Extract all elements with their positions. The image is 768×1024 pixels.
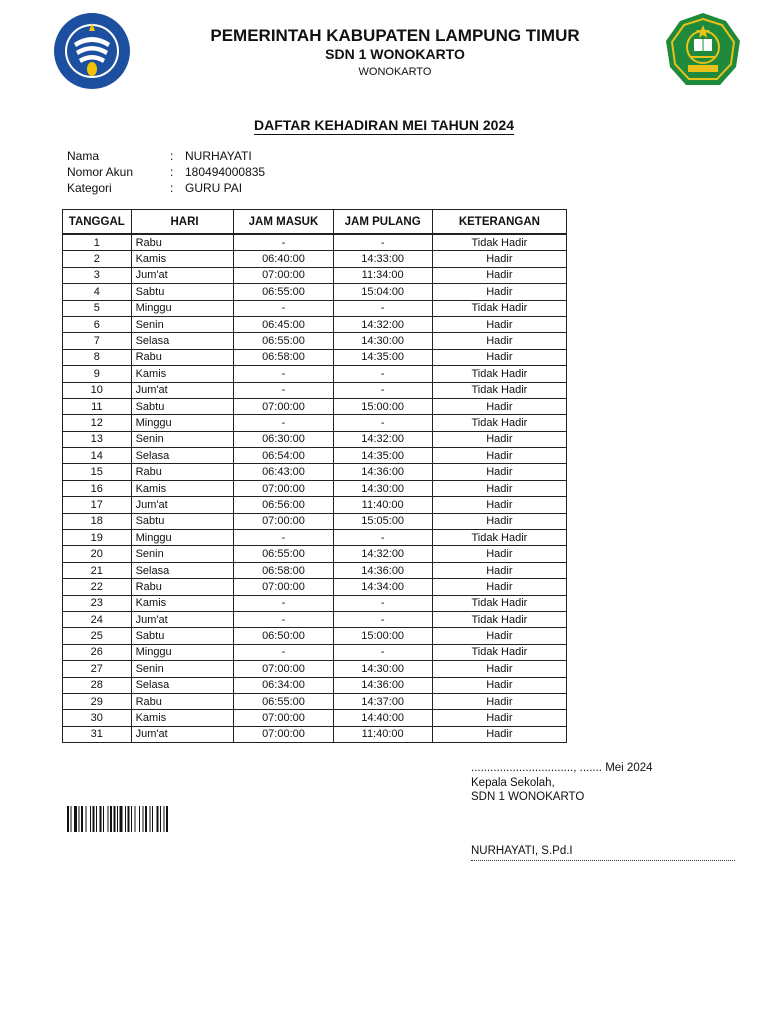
name-colon: : xyxy=(170,149,174,163)
table-row xyxy=(63,611,567,627)
cell-hari: Jum'at xyxy=(131,726,234,742)
attendance-table xyxy=(62,209,567,743)
table-row xyxy=(63,316,567,332)
cell-jam-masuk: 07:00:00 xyxy=(234,726,333,742)
cell-jam-pulang: 14:32:00 xyxy=(333,546,432,562)
cell-jam-masuk: 06:56:00 xyxy=(234,497,333,513)
cell-hari: Sabtu xyxy=(131,398,234,414)
cell-keterangan: Hadir xyxy=(432,693,566,709)
category-colon: : xyxy=(170,181,174,195)
cell-jam-masuk: 06:34:00 xyxy=(234,677,333,693)
barcode-bar xyxy=(164,806,165,832)
cell-jam-pulang: 14:40:00 xyxy=(333,710,432,726)
barcode-bar xyxy=(86,806,87,832)
table-row xyxy=(63,546,567,562)
barcode-bar xyxy=(67,806,69,832)
barcode-bar xyxy=(90,806,91,832)
cell-hari: Minggu xyxy=(131,415,234,431)
cell-jam-masuk: - xyxy=(234,415,333,431)
cell-jam-pulang: 14:32:00 xyxy=(333,431,432,447)
cell-tanggal: 4 xyxy=(63,284,132,300)
cell-jam-pulang: 14:30:00 xyxy=(333,333,432,349)
barcode-bar xyxy=(117,806,118,832)
cell-jam-pulang: - xyxy=(333,530,432,546)
cell-tanggal: 23 xyxy=(63,595,132,611)
barcode-bar xyxy=(103,806,104,832)
info-row-category xyxy=(67,180,467,196)
table-row xyxy=(63,415,567,431)
table-row xyxy=(63,513,567,529)
cell-jam-pulang: 11:40:00 xyxy=(333,497,432,513)
cell-tanggal: 27 xyxy=(63,661,132,677)
government-title: PEMERINTAH KABUPATEN LAMPUNG TIMUR xyxy=(210,26,580,45)
cell-tanggal: 5 xyxy=(63,300,132,316)
table-row xyxy=(63,349,567,365)
barcode-bar xyxy=(93,806,95,832)
barcode-bar xyxy=(139,806,140,832)
cell-jam-masuk: 06:45:00 xyxy=(234,316,333,332)
cell-hari: Selasa xyxy=(131,333,234,349)
cell-tanggal: 15 xyxy=(63,464,132,480)
table-row xyxy=(63,382,567,398)
barcode-bar xyxy=(157,806,159,832)
cell-jam-masuk: 06:58:00 xyxy=(234,349,333,365)
cell-hari: Kamis xyxy=(131,480,234,496)
barcode-bar xyxy=(160,806,161,832)
cell-tanggal: 24 xyxy=(63,611,132,627)
cell-tanggal: 2 xyxy=(63,251,132,267)
cell-jam-pulang: - xyxy=(333,595,432,611)
cell-hari: Jum'at xyxy=(131,611,234,627)
cell-keterangan: Hadir xyxy=(432,480,566,496)
table-row xyxy=(63,644,567,660)
cell-jam-pulang: 14:35:00 xyxy=(333,448,432,464)
cell-hari: Sabtu xyxy=(131,513,234,529)
cell-jam-masuk: 07:00:00 xyxy=(234,513,333,529)
table-row xyxy=(63,480,567,496)
barcode-bar xyxy=(125,806,126,832)
header-jam-masuk: JAM MASUK xyxy=(234,210,333,235)
cell-jam-pulang: - xyxy=(333,234,432,251)
cell-hari: Senin xyxy=(131,316,234,332)
cell-jam-masuk: 06:40:00 xyxy=(234,251,333,267)
barcode-bar xyxy=(100,806,102,832)
cell-hari: Rabu xyxy=(131,693,234,709)
cell-jam-masuk: 06:55:00 xyxy=(234,546,333,562)
cell-hari: Sabtu xyxy=(131,628,234,644)
document-title-text: DAFTAR KEHADIRAN MEI TAHUN 2024 xyxy=(253,117,515,133)
cell-hari: Kamis xyxy=(131,710,234,726)
table-row xyxy=(63,448,567,464)
cell-jam-masuk: 06:54:00 xyxy=(234,448,333,464)
cell-hari: Jum'at xyxy=(131,267,234,283)
barcode-bar xyxy=(81,806,83,832)
table-row xyxy=(63,431,567,447)
cell-tanggal: 6 xyxy=(63,316,132,332)
header-hari: HARI xyxy=(131,210,234,235)
cell-tanggal: 1 xyxy=(63,234,132,251)
table-row xyxy=(63,267,567,283)
cell-keterangan: Hadir xyxy=(432,349,566,365)
cell-jam-pulang: 14:32:00 xyxy=(333,316,432,332)
cell-tanggal: 31 xyxy=(63,726,132,742)
cell-tanggal: 14 xyxy=(63,448,132,464)
cell-hari: Selasa xyxy=(131,562,234,578)
table-row xyxy=(63,333,567,349)
barcode-bar xyxy=(143,806,144,832)
table-row xyxy=(63,251,567,267)
table-row xyxy=(63,497,567,513)
cell-jam-masuk: 07:00:00 xyxy=(234,661,333,677)
cell-keterangan: Tidak Hadir xyxy=(432,611,566,627)
table-row xyxy=(63,234,567,251)
cell-keterangan: Hadir xyxy=(432,710,566,726)
cell-tanggal: 3 xyxy=(63,267,132,283)
cell-jam-pulang: 14:30:00 xyxy=(333,480,432,496)
table-row xyxy=(63,595,567,611)
cell-keterangan: Hadir xyxy=(432,267,566,283)
cell-jam-masuk: - xyxy=(234,530,333,546)
table-row xyxy=(63,284,567,300)
cell-jam-masuk: - xyxy=(234,382,333,398)
barcode-bar xyxy=(166,806,168,832)
cell-jam-pulang: 15:00:00 xyxy=(333,398,432,414)
cell-hari: Senin xyxy=(131,546,234,562)
cell-hari: Rabu xyxy=(131,349,234,365)
cell-jam-masuk: 06:55:00 xyxy=(234,333,333,349)
barcode-bar xyxy=(152,806,153,832)
cell-jam-pulang: 15:05:00 xyxy=(333,513,432,529)
table-row xyxy=(63,464,567,480)
account-value: 180494000835 xyxy=(185,165,266,179)
info-row-account xyxy=(67,164,467,180)
cell-jam-pulang: 14:37:00 xyxy=(333,693,432,709)
cell-hari: Rabu xyxy=(131,234,234,251)
signature-school: SDN 1 WONOKARTO xyxy=(471,791,585,803)
cell-tanggal: 21 xyxy=(63,562,132,578)
cell-hari: Rabu xyxy=(131,464,234,480)
cell-jam-pulang: 14:35:00 xyxy=(333,349,432,365)
barcode-bar xyxy=(96,806,97,832)
cell-tanggal: 30 xyxy=(63,710,132,726)
cell-jam-masuk: - xyxy=(234,644,333,660)
cell-keterangan: Hadir xyxy=(432,431,566,447)
cell-keterangan: Hadir xyxy=(432,464,566,480)
cell-keterangan: Tidak Hadir xyxy=(432,644,566,660)
cell-jam-masuk: - xyxy=(234,366,333,382)
cell-jam-pulang: 14:36:00 xyxy=(333,464,432,480)
cell-tanggal: 17 xyxy=(63,497,132,513)
cell-keterangan: Hadir xyxy=(432,677,566,693)
cell-tanggal: 25 xyxy=(63,628,132,644)
tut-wuri-handayani-logo-icon xyxy=(52,11,132,91)
table-row xyxy=(63,562,567,578)
cell-tanggal: 10 xyxy=(63,382,132,398)
cell-tanggal: 8 xyxy=(63,349,132,365)
header-tanggal: TANGGAL xyxy=(63,210,132,235)
cell-keterangan: Hadir xyxy=(432,316,566,332)
cell-keterangan: Hadir xyxy=(432,497,566,513)
cell-jam-pulang: - xyxy=(333,415,432,431)
info-row-name xyxy=(67,148,467,164)
table-row xyxy=(63,398,567,414)
table-row xyxy=(63,693,567,709)
signature-date: ................................, ....... Mei 2024 xyxy=(471,762,653,774)
signature-line xyxy=(471,860,735,861)
cell-jam-pulang: 14:34:00 xyxy=(333,579,432,595)
cell-hari: Sabtu xyxy=(131,284,234,300)
cell-jam-masuk: 07:00:00 xyxy=(234,579,333,595)
cell-jam-pulang: 14:33:00 xyxy=(333,251,432,267)
cell-jam-pulang: 11:40:00 xyxy=(333,726,432,742)
cell-hari: Selasa xyxy=(131,677,234,693)
cell-keterangan: Tidak Hadir xyxy=(432,530,566,546)
cell-keterangan: Tidak Hadir xyxy=(432,595,566,611)
table-row xyxy=(63,530,567,546)
barcode-bar xyxy=(108,806,109,832)
table-row xyxy=(63,628,567,644)
cell-hari: Kamis xyxy=(131,366,234,382)
name-label: Nama xyxy=(67,149,100,163)
cell-jam-pulang: 14:36:00 xyxy=(333,562,432,578)
signature-role: Kepala Sekolah, xyxy=(471,777,555,789)
cell-jam-masuk: 06:30:00 xyxy=(234,431,333,447)
barcode-bar xyxy=(79,806,80,832)
cell-hari: Senin xyxy=(131,661,234,677)
barcode-bar xyxy=(120,806,123,832)
cell-tanggal: 9 xyxy=(63,366,132,382)
cell-keterangan: Hadir xyxy=(432,513,566,529)
cell-jam-pulang: 11:34:00 xyxy=(333,267,432,283)
cell-jam-masuk: - xyxy=(234,595,333,611)
barcode-bar xyxy=(135,806,136,832)
cell-tanggal: 19 xyxy=(63,530,132,546)
cell-tanggal: 12 xyxy=(63,415,132,431)
cell-tanggal: 11 xyxy=(63,398,132,414)
cell-keterangan: Hadir xyxy=(432,251,566,267)
barcode-bar xyxy=(150,806,151,832)
account-label: Nomor Akun xyxy=(67,165,134,179)
cell-jam-masuk: 06:43:00 xyxy=(234,464,333,480)
signature-name: NURHAYATI, S.Pd.I xyxy=(471,845,573,857)
cell-tanggal: 18 xyxy=(63,513,132,529)
cell-jam-masuk: - xyxy=(234,234,333,251)
barcode-bar xyxy=(128,806,130,832)
cell-jam-pulang: 14:36:00 xyxy=(333,677,432,693)
cell-keterangan: Tidak Hadir xyxy=(432,366,566,382)
table-row xyxy=(63,726,567,742)
kemenag-logo-icon xyxy=(664,11,742,89)
cell-keterangan: Hadir xyxy=(432,579,566,595)
table-row xyxy=(63,710,567,726)
table-body xyxy=(63,234,567,743)
category-label: Kategori xyxy=(67,181,112,195)
table-header-row xyxy=(63,210,567,235)
name-value: NURHAYATI xyxy=(185,149,252,163)
barcode-bar xyxy=(71,806,72,832)
cell-hari: Selasa xyxy=(131,448,234,464)
cell-jam-pulang: - xyxy=(333,611,432,627)
cell-jam-masuk: 06:55:00 xyxy=(234,693,333,709)
cell-jam-pulang: 15:00:00 xyxy=(333,628,432,644)
cell-jam-masuk: 06:55:00 xyxy=(234,284,333,300)
cell-keterangan: Tidak Hadir xyxy=(432,382,566,398)
cell-jam-masuk: 06:50:00 xyxy=(234,628,333,644)
cell-tanggal: 28 xyxy=(63,677,132,693)
cell-jam-pulang: 15:04:00 xyxy=(333,284,432,300)
cell-keterangan: Hadir xyxy=(432,546,566,562)
cell-keterangan: Hadir xyxy=(432,628,566,644)
cell-keterangan: Hadir xyxy=(432,448,566,464)
cell-keterangan: Hadir xyxy=(432,562,566,578)
cell-tanggal: 29 xyxy=(63,693,132,709)
barcode-bar xyxy=(131,806,132,832)
cell-tanggal: 22 xyxy=(63,579,132,595)
cell-keterangan: Tidak Hadir xyxy=(432,415,566,431)
cell-hari: Minggu xyxy=(131,300,234,316)
info-block xyxy=(67,148,467,196)
cell-keterangan: Hadir xyxy=(432,726,566,742)
school-name: SDN 1 WONOKARTO xyxy=(325,46,465,62)
cell-jam-pulang: - xyxy=(333,644,432,660)
cell-hari: Jum'at xyxy=(131,382,234,398)
cell-keterangan: Tidak Hadir xyxy=(432,234,566,251)
barcode-icon xyxy=(67,806,221,832)
cell-tanggal: 13 xyxy=(63,431,132,447)
cell-jam-pulang: 14:30:00 xyxy=(333,661,432,677)
category-value: GURU PAI xyxy=(185,181,243,195)
header-keterangan: KETERANGAN xyxy=(432,210,566,235)
cell-jam-pulang: - xyxy=(333,366,432,382)
cell-tanggal: 16 xyxy=(63,480,132,496)
cell-keterangan: Hadir xyxy=(432,661,566,677)
cell-jam-pulang: - xyxy=(333,382,432,398)
header-jam-pulang: JAM PULANG xyxy=(333,210,432,235)
cell-jam-masuk: 07:00:00 xyxy=(234,480,333,496)
village-name: WONOKARTO xyxy=(358,66,432,78)
cell-tanggal: 20 xyxy=(63,546,132,562)
cell-jam-masuk: - xyxy=(234,300,333,316)
barcode-bar xyxy=(114,806,116,832)
cell-keterangan: Tidak Hadir xyxy=(432,300,566,316)
cell-hari: Kamis xyxy=(131,251,234,267)
table-row xyxy=(63,677,567,693)
table-row xyxy=(63,579,567,595)
cell-keterangan: Hadir xyxy=(432,284,566,300)
barcode-bar xyxy=(74,806,77,832)
barcode-bar xyxy=(145,806,147,832)
cell-hari: Jum'at xyxy=(131,497,234,513)
cell-hari: Kamis xyxy=(131,595,234,611)
cell-jam-pulang: - xyxy=(333,300,432,316)
cell-tanggal: 26 xyxy=(63,644,132,660)
cell-hari: Senin xyxy=(131,431,234,447)
cell-hari: Minggu xyxy=(131,644,234,660)
cell-jam-masuk: 07:00:00 xyxy=(234,398,333,414)
cell-keterangan: Hadir xyxy=(432,333,566,349)
cell-hari: Rabu xyxy=(131,579,234,595)
cell-hari: Minggu xyxy=(131,530,234,546)
document-title xyxy=(0,117,768,133)
table-row xyxy=(63,300,567,316)
cell-keterangan: Hadir xyxy=(432,398,566,414)
cell-jam-masuk: 07:00:00 xyxy=(234,267,333,283)
cell-jam-masuk: 06:58:00 xyxy=(234,562,333,578)
account-colon: : xyxy=(170,165,174,179)
cell-tanggal: 7 xyxy=(63,333,132,349)
cell-jam-masuk: 07:00:00 xyxy=(234,710,333,726)
table-row xyxy=(63,661,567,677)
cell-jam-masuk: - xyxy=(234,611,333,627)
table-row xyxy=(63,366,567,382)
barcode-bar xyxy=(110,806,112,832)
